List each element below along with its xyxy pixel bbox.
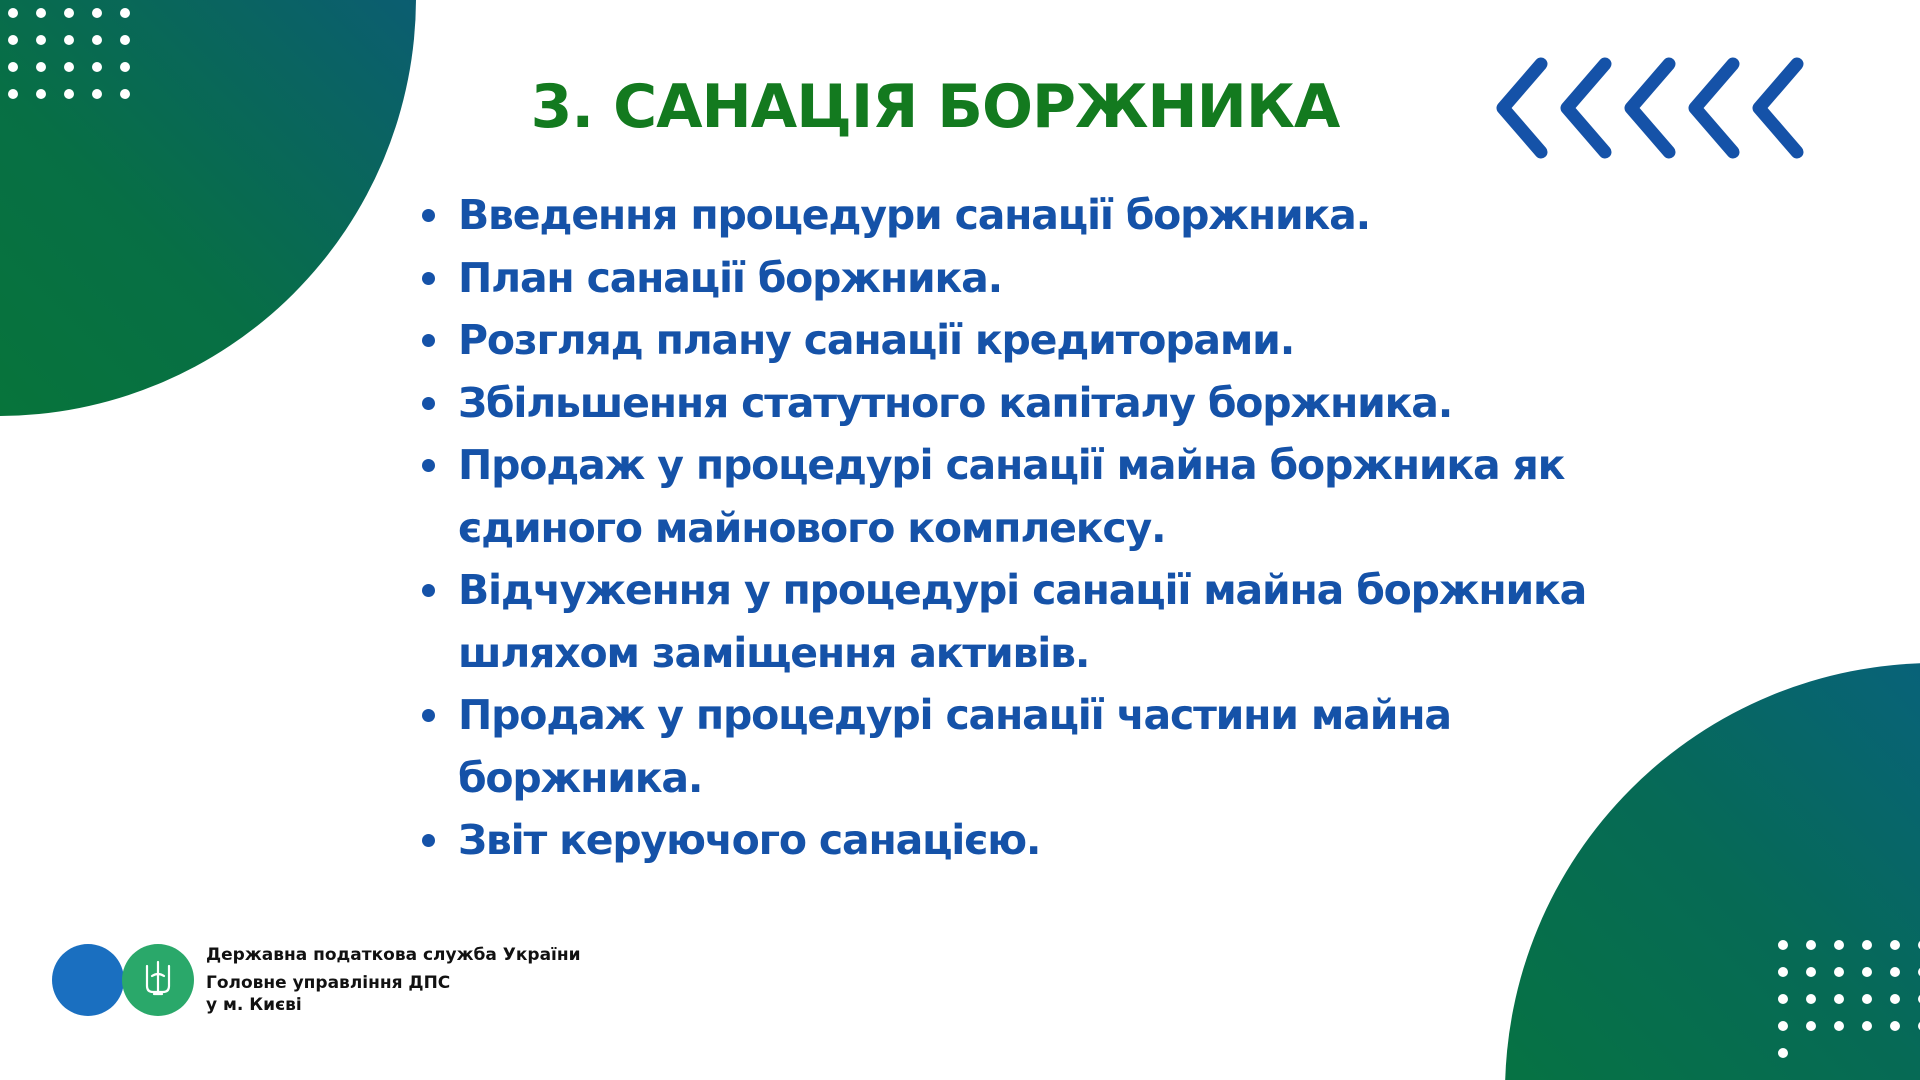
logo-blue-circle	[52, 944, 124, 1016]
bullet-dot	[422, 334, 435, 347]
list-item-text: Відчуження у процедурі санації майна боржника шляхом заміщення активів.	[458, 566, 1587, 677]
list-item-text: Збільшення статутного капіталу боржника.	[458, 378, 1453, 427]
bullet-dot	[422, 209, 435, 222]
slide-title	[0, 72, 1920, 142]
trident-icon	[144, 960, 172, 1000]
list-item	[418, 372, 1658, 435]
list-item	[418, 309, 1658, 372]
bullet-dot	[422, 584, 435, 597]
slide-title-text: 3. САНАЦІЯ БОРЖНИКА	[530, 72, 1340, 142]
list-item	[418, 684, 1658, 809]
list-item	[418, 184, 1658, 247]
org-logo	[52, 944, 197, 1016]
list-item	[418, 247, 1658, 310]
bullet-dot	[422, 272, 435, 285]
list-item-text: Звіт керуючого санацією.	[458, 816, 1041, 864]
bullet-list	[418, 184, 1658, 872]
list-item	[418, 559, 1658, 684]
bullet-dot	[422, 834, 435, 847]
org-name-line2: Головне управління ДПС	[206, 973, 451, 993]
dot-grid-bottom-right	[1778, 940, 1920, 1058]
logo-green-circle	[122, 944, 194, 1016]
list-item	[418, 809, 1658, 872]
bullet-dot	[422, 459, 435, 472]
list-item-text: План санації боржника.	[458, 253, 1003, 302]
list-item-text: Розгляд плану санації кредиторами.	[458, 316, 1295, 364]
org-name-line1: Державна податкова служба України	[206, 945, 581, 965]
org-name-line3: у м. Києві	[206, 995, 302, 1015]
list-item-text: Продаж у процедурі санації частини майна боржника.	[458, 691, 1451, 802]
list-item	[418, 434, 1658, 559]
bullet-dot	[422, 709, 435, 722]
list-item-text: Введення процедури санації боржника.	[458, 191, 1371, 239]
list-item-text: Продаж у процедурі санації майна боржника як єдиного майнового комплексу.	[458, 441, 1565, 552]
bullet-dot	[422, 397, 435, 410]
org-name	[206, 944, 581, 1016]
